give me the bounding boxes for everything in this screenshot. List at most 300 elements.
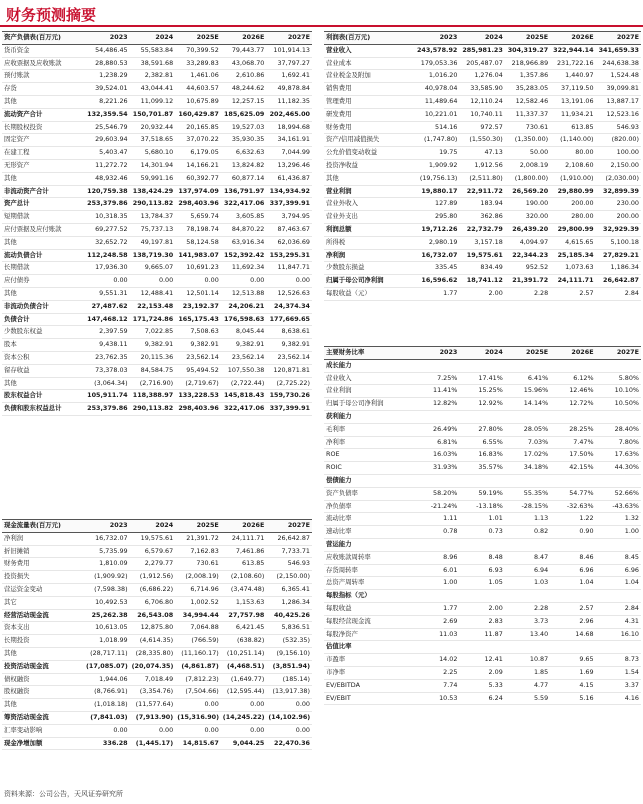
row-label: ROIC [324, 462, 414, 475]
table-row [324, 462, 641, 475]
value-cell: 230.00 [596, 198, 641, 211]
row-label: 其他 [2, 172, 84, 185]
value-cell: 11.41% [414, 385, 459, 398]
value-cell: 2,610.86 [221, 70, 267, 83]
value-cell: 16.10 [596, 628, 641, 641]
table-row [324, 666, 641, 679]
value-cell: 2.28 [505, 602, 550, 615]
row-label: 长期投资 [2, 635, 84, 648]
year-header-cell: 2025E [175, 520, 221, 533]
value-cell: 0.73 [459, 526, 504, 539]
source-note: 资料来源：公司公告，天风证券研究所 [4, 790, 123, 798]
value-cell: 17.63% [596, 449, 641, 462]
row-label: 投资活动现金流 [2, 660, 84, 673]
year-header-cell: 2027E [266, 32, 312, 45]
value-cell: (3,064.34) [84, 377, 130, 390]
value-cell: (1,747.80) [414, 134, 459, 147]
value-cell: (185.14) [266, 673, 312, 686]
row-label: 财务费用 [324, 121, 414, 134]
value-cell: (1,445.17) [130, 737, 176, 750]
table-row [324, 372, 641, 385]
table-row [2, 724, 312, 737]
row-label: 每股指标（元） [324, 590, 414, 603]
value-cell: 9,382.91 [221, 339, 267, 352]
table-row [2, 364, 312, 377]
value-cell: 132,359.54 [84, 108, 130, 121]
value-cell: -32.63% [550, 500, 595, 513]
value-cell: 16,596.62 [414, 275, 459, 288]
value-cell: 11,337.37 [505, 108, 550, 121]
value-cell: 7.80% [596, 436, 641, 449]
table-row [2, 377, 312, 390]
value-cell: (3,354.76) [130, 686, 176, 699]
value-cell: 44,603.57 [175, 83, 221, 96]
value-cell: 35,283.05 [505, 83, 550, 96]
value-cell [459, 590, 504, 603]
value-cell: 159,730.26 [266, 390, 312, 403]
value-cell: 9,044.25 [221, 737, 267, 750]
table-row [324, 70, 641, 83]
value-cell: 49,878.84 [266, 83, 312, 96]
value-cell: 4,094.97 [505, 236, 550, 249]
value-cell: 20,165.85 [175, 121, 221, 134]
value-cell: 101,914.13 [266, 44, 312, 57]
table-row [324, 159, 641, 172]
table-row [324, 108, 641, 121]
value-cell: 27.80% [459, 423, 504, 436]
value-cell: 546.93 [596, 121, 641, 134]
value-cell: 24,111.71 [550, 275, 595, 288]
row-label: 固定资产 [2, 134, 84, 147]
value-cell: 218,966.89 [505, 57, 550, 70]
value-cell [596, 359, 641, 372]
value-cell: (1,350.00) [505, 134, 550, 147]
row-label: 营业利润 [324, 185, 414, 198]
value-cell: 23,562.14 [175, 351, 221, 364]
value-cell: 10.50% [596, 398, 641, 411]
value-cell: 6,421.45 [221, 622, 267, 635]
value-cell: 14,815.67 [175, 737, 221, 750]
table-row [2, 134, 312, 147]
value-cell: 9.65 [550, 654, 595, 667]
table-row [324, 147, 641, 160]
row-label: 净利润 [324, 249, 414, 262]
row-label: 营业外收入 [324, 198, 414, 211]
section-row [324, 538, 641, 551]
row-label: 非流动负债合计 [2, 300, 84, 313]
year-header-cell: 2024 [459, 347, 504, 360]
value-cell: 253,379.86 [84, 198, 130, 211]
table-row [2, 390, 312, 403]
table-row [324, 172, 641, 185]
value-cell: 290,113.82 [130, 403, 176, 416]
value-cell: 15.96% [505, 385, 550, 398]
value-cell: 59.19% [459, 487, 504, 500]
value-cell: 28,880.53 [84, 57, 130, 70]
table-header-row [324, 347, 641, 360]
value-cell: (638.82) [221, 635, 267, 648]
value-cell: 0.00 [84, 275, 130, 288]
table-row [2, 326, 312, 339]
value-cell: 147,468.12 [84, 313, 130, 326]
year-header-cell: 2025E [175, 32, 221, 45]
value-cell: 6.81% [414, 436, 459, 449]
value-cell: (3,474.48) [221, 583, 267, 596]
row-label: 汇率变动影响 [2, 724, 84, 737]
value-cell: 26,439.20 [505, 223, 550, 236]
value-cell: 7.03% [505, 436, 550, 449]
value-cell: 16,732.07 [414, 249, 459, 262]
table-row [324, 551, 641, 564]
table-row [324, 615, 641, 628]
value-cell: 5,735.99 [84, 545, 130, 558]
value-cell: 0.00 [175, 724, 221, 737]
table-row [324, 236, 641, 249]
value-cell: 336.28 [84, 737, 130, 750]
value-cell: 78,198.74 [175, 223, 221, 236]
table-row [2, 70, 312, 83]
table-row [324, 57, 641, 70]
table-row [2, 249, 312, 262]
table-row [2, 108, 312, 121]
value-cell: 20,115.36 [130, 351, 176, 364]
value-cell: 10.87 [505, 654, 550, 667]
value-cell: 120,871.81 [266, 364, 312, 377]
value-cell: 4,615.65 [550, 236, 595, 249]
value-cell: 290,113.82 [130, 198, 176, 211]
value-cell: 177,669.65 [266, 313, 312, 326]
value-cell: 7,044.99 [266, 147, 312, 160]
value-cell: 10,613.05 [84, 622, 130, 635]
row-label: 归属于母公司净利润 [324, 275, 414, 288]
value-cell: 138,424.29 [130, 185, 176, 198]
row-label: 股本 [2, 339, 84, 352]
table-row [324, 249, 641, 262]
row-label: 营业成本 [324, 57, 414, 70]
value-cell: 62,036.69 [266, 236, 312, 249]
value-cell: 127.89 [414, 198, 459, 211]
value-cell: 52.66% [596, 487, 641, 500]
value-cell [550, 474, 595, 487]
value-cell: 10,675.89 [175, 95, 221, 108]
value-cell: 145,818.43 [221, 390, 267, 403]
value-cell: 37,518.65 [130, 134, 176, 147]
value-cell [596, 590, 641, 603]
value-cell: 2,150.00 [596, 159, 641, 172]
section-row [324, 474, 641, 487]
value-cell: 42.15% [550, 462, 595, 475]
year-header-cell: 2024 [130, 32, 176, 45]
financial-ratios-table [324, 346, 641, 705]
value-cell: 295.80 [414, 211, 459, 224]
value-cell [505, 410, 550, 423]
value-cell: 231,722.16 [550, 57, 595, 70]
row-label: 毛利率 [324, 423, 414, 436]
table-row [324, 526, 641, 539]
value-cell [550, 359, 595, 372]
value-cell: -28.15% [505, 500, 550, 513]
value-cell: 5,836.51 [266, 622, 312, 635]
table-row [324, 654, 641, 667]
row-label: 应付债券 [2, 275, 84, 288]
year-header-cell: 2023 [414, 347, 459, 360]
value-cell: (7,913.90) [130, 711, 176, 724]
value-cell: 834.49 [459, 262, 504, 275]
value-cell: 1,524.48 [596, 70, 641, 83]
row-label: 经营活动现金流 [2, 609, 84, 622]
value-cell: 24,374.34 [266, 300, 312, 313]
value-cell: 2.69 [414, 615, 459, 628]
page-title: 财务预测摘要 [6, 6, 97, 24]
value-cell: 298,403.96 [175, 198, 221, 211]
value-cell: 26,642.87 [266, 532, 312, 545]
value-cell: 84,870.22 [221, 223, 267, 236]
value-cell: 15.25% [459, 385, 504, 398]
value-cell: 9,382.91 [175, 339, 221, 352]
value-cell: 25,546.79 [84, 121, 130, 134]
value-cell: 0.00 [221, 724, 267, 737]
value-cell: 12.82% [414, 398, 459, 411]
value-cell: 2,108.60 [550, 159, 595, 172]
value-cell: 32,899.39 [596, 185, 641, 198]
value-cell: 26,642.87 [596, 275, 641, 288]
value-cell: 47.13 [459, 147, 504, 160]
value-cell: 8.73 [596, 654, 641, 667]
row-label: 现金净增加额 [2, 737, 84, 750]
table-row [2, 583, 312, 596]
value-cell: 17,936.30 [84, 262, 130, 275]
table-row [2, 223, 312, 236]
value-cell: 1.77 [414, 287, 459, 300]
value-cell: 26.49% [414, 423, 459, 436]
value-cell: 176,598.63 [221, 313, 267, 326]
value-cell: (7,504.66) [175, 686, 221, 699]
row-label: 研发费用 [324, 108, 414, 121]
value-cell: 37,070.22 [175, 134, 221, 147]
table-row [2, 211, 312, 224]
value-cell: 337,399.91 [266, 198, 312, 211]
value-cell: (2,511.80) [459, 172, 504, 185]
value-cell: 27,487.62 [84, 300, 130, 313]
value-cell: 3.37 [596, 679, 641, 692]
row-label: 所得税 [324, 236, 414, 249]
row-label: 少数股东损益 [324, 262, 414, 275]
value-cell: 24,206.21 [221, 300, 267, 313]
value-cell: 4.77 [505, 679, 550, 692]
row-label: 应收账款周转率 [324, 551, 414, 564]
row-label: 其他 [2, 699, 84, 712]
value-cell: 19,575.61 [459, 249, 504, 262]
value-cell: 11,692.34 [221, 262, 267, 275]
section-row [324, 359, 641, 372]
value-cell: 0.00 [130, 275, 176, 288]
value-cell: 84,584.75 [130, 364, 176, 377]
value-cell: (4,861.87) [175, 660, 221, 673]
value-cell: 1,440.97 [550, 70, 595, 83]
value-cell: 8,221.26 [84, 95, 130, 108]
row-label: 获利能力 [324, 410, 414, 423]
value-cell: (20,074.35) [130, 660, 176, 673]
value-cell: 6,365.41 [266, 583, 312, 596]
value-cell: 16.03% [414, 449, 459, 462]
value-cell: 1.85 [505, 666, 550, 679]
value-cell: 11.87 [459, 628, 504, 641]
value-cell: 105,911.74 [84, 390, 130, 403]
value-cell: 63,916.34 [221, 236, 267, 249]
value-cell: 23,192.37 [175, 300, 221, 313]
row-label: 预付账款 [2, 70, 84, 83]
value-cell: 6.93 [459, 564, 504, 577]
row-label: 少数股东权益 [2, 326, 84, 339]
value-cell: 44.30% [596, 462, 641, 475]
value-cell [596, 538, 641, 551]
section-row [324, 590, 641, 603]
value-cell [550, 410, 595, 423]
value-cell: 13,887.17 [596, 95, 641, 108]
value-cell: (19,756.13) [414, 172, 459, 185]
row-label: 留存收益 [2, 364, 84, 377]
table-row [2, 198, 312, 211]
value-cell: 3,605.85 [221, 211, 267, 224]
table-row [324, 223, 641, 236]
row-label: 应收票据及应收账款 [2, 57, 84, 70]
row-label: 资本公积 [2, 351, 84, 364]
value-cell: 7,461.86 [221, 545, 267, 558]
value-cell: (13,917.38) [266, 686, 312, 699]
value-cell: 18,994.68 [266, 121, 312, 134]
value-cell: 362.86 [459, 211, 504, 224]
value-cell: 11,847.71 [266, 262, 312, 275]
table-row [324, 83, 641, 96]
value-cell: (532.35) [266, 635, 312, 648]
value-cell: 2.84 [596, 287, 641, 300]
value-cell: 134,934.92 [266, 185, 312, 198]
value-cell: 1,286.34 [266, 596, 312, 609]
value-cell: (1,550.30) [459, 134, 504, 147]
value-cell: 7.74 [414, 679, 459, 692]
value-cell: 19,527.03 [221, 121, 267, 134]
value-cell: 61,436.87 [266, 172, 312, 185]
value-cell: 6.94 [505, 564, 550, 577]
table-row [2, 57, 312, 70]
value-cell: 95,494.52 [175, 364, 221, 377]
year-header-cell: 2024 [130, 520, 176, 533]
value-cell: 5,659.74 [175, 211, 221, 224]
value-cell: 7,022.85 [130, 326, 176, 339]
value-cell: 69,277.52 [84, 223, 130, 236]
value-cell: 7,064.88 [175, 622, 221, 635]
value-cell: 19,880.17 [414, 185, 459, 198]
value-cell: 1,073.63 [550, 262, 595, 275]
value-cell: 12,501.14 [175, 287, 221, 300]
value-cell: 0.00 [130, 724, 176, 737]
value-cell: 23,562.14 [266, 351, 312, 364]
income-statement-table [324, 31, 641, 301]
value-cell: 253,379.86 [84, 403, 130, 416]
row-label: 资产/信用减值损失 [324, 134, 414, 147]
value-cell [596, 410, 641, 423]
value-cell: 150,701.87 [130, 108, 176, 121]
value-cell: 1,276.04 [459, 70, 504, 83]
value-cell: 43,068.70 [221, 57, 267, 70]
value-cell: 2,382.81 [130, 70, 176, 83]
table-row [324, 44, 641, 57]
value-cell: 12,582.46 [505, 95, 550, 108]
value-cell: 200.00 [596, 211, 641, 224]
value-cell: 13.40 [505, 628, 550, 641]
row-label: 其他 [2, 287, 84, 300]
value-cell: 28.25% [550, 423, 595, 436]
value-cell: 21,391.72 [505, 275, 550, 288]
value-cell: 0.00 [266, 699, 312, 712]
value-cell: 10,740.11 [459, 108, 504, 121]
value-cell: 107,550.38 [221, 364, 267, 377]
value-cell: 12,110.24 [459, 95, 504, 108]
value-cell: (1,912.56) [130, 571, 176, 584]
row-label: 营业税金及附加 [324, 70, 414, 83]
year-header-cell: 2023 [84, 520, 130, 533]
row-label: 短期借款 [2, 211, 84, 224]
value-cell: 5.33 [459, 679, 504, 692]
year-header-cell: 2024 [459, 32, 504, 45]
value-cell: 972.57 [459, 121, 504, 134]
value-cell: 138,719.30 [130, 249, 176, 262]
value-cell: 280.00 [550, 211, 595, 224]
value-cell: 13,296.46 [266, 159, 312, 172]
value-cell: 48,932.46 [84, 172, 130, 185]
table-row [324, 513, 641, 526]
value-cell: 1.00 [414, 577, 459, 590]
year-header-cell: 2023 [84, 32, 130, 45]
value-cell: 1,357.86 [505, 70, 550, 83]
value-cell: 1.13 [505, 513, 550, 526]
value-cell: (28,335.80) [130, 647, 176, 660]
row-label: 负债合计 [2, 313, 84, 326]
row-label: 其它 [2, 596, 84, 609]
cash-flow-table [2, 519, 312, 750]
value-cell: 0.90 [550, 526, 595, 539]
table-row [2, 300, 312, 313]
value-cell: 11,182.35 [266, 95, 312, 108]
value-cell: 152,392.42 [221, 249, 267, 262]
row-label: 偿债能力 [324, 474, 414, 487]
row-label: 净利率 [324, 436, 414, 449]
row-label: 存货周转率 [324, 564, 414, 577]
value-cell: 4.31 [596, 615, 641, 628]
value-cell: 1,909.92 [414, 159, 459, 172]
row-label: 归属于母公司净利润 [324, 398, 414, 411]
value-cell: 54.77% [550, 487, 595, 500]
table-row [324, 679, 641, 692]
value-cell: 6.41% [505, 372, 550, 385]
row-label: 管理费用 [324, 95, 414, 108]
value-cell: 8.96 [414, 551, 459, 564]
row-label: 其他 [2, 236, 84, 249]
row-label: 流动比率 [324, 513, 414, 526]
table-row [2, 403, 312, 416]
value-cell: 2.96 [550, 615, 595, 628]
value-cell: 29,880.99 [550, 185, 595, 198]
row-label: 市盈率 [324, 654, 414, 667]
table-row [2, 545, 312, 558]
table-row [324, 577, 641, 590]
table-row [324, 564, 641, 577]
row-label: EV/EBITDA [324, 679, 414, 692]
value-cell: 49,197.81 [130, 236, 176, 249]
value-cell: 1,153.63 [221, 596, 267, 609]
value-cell: 19,712.26 [414, 223, 459, 236]
value-cell: 0.00 [266, 275, 312, 288]
